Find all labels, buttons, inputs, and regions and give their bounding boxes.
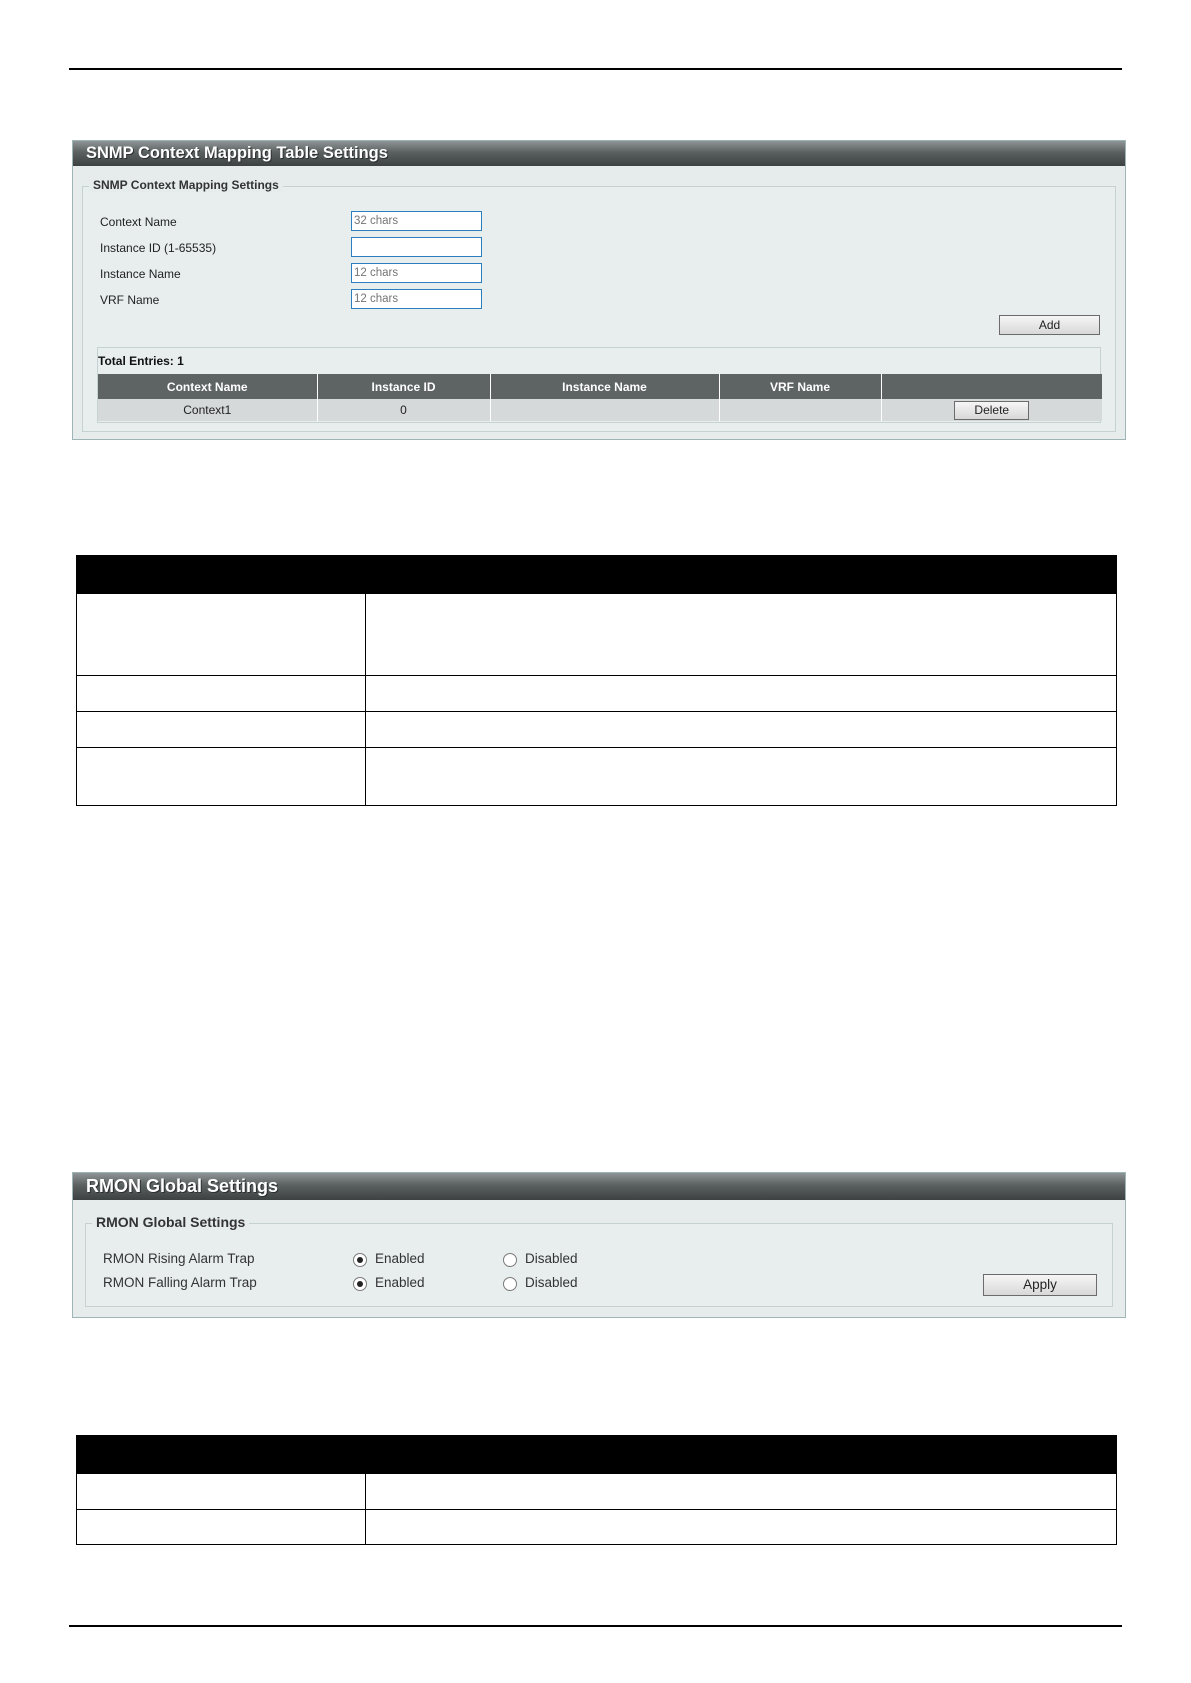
vrf-name-label: VRF Name (100, 293, 160, 307)
instance-name-input[interactable] (351, 263, 482, 283)
column-header-vrf-name: VRF Name (719, 374, 881, 399)
context-name-label: Context Name (100, 215, 177, 229)
cell-instance-id: 0 (317, 399, 490, 421)
rmon-global-settings-panel (72, 1172, 1126, 1318)
instance-id-input[interactable] (351, 237, 482, 257)
total-entries-label: Total Entries: 1 (98, 354, 184, 368)
snmp-settings-fieldset (82, 178, 1116, 432)
falling-alarm-trap-label: RMON Falling Alarm Trap (103, 1275, 257, 1290)
table-row (77, 1473, 1116, 1509)
rising-alarm-trap-label: RMON Rising Alarm Trap (103, 1251, 255, 1266)
table-header-row (98, 374, 1102, 399)
rising-alarm-enabled-label: Enabled (375, 1251, 425, 1266)
table-row (77, 675, 1116, 711)
vrf-name-input[interactable] (351, 289, 482, 309)
table-row (77, 747, 1116, 805)
cell-action (881, 399, 1102, 421)
entries-box (97, 347, 1101, 423)
table-row (77, 593, 1116, 675)
rising-alarm-disabled-radio[interactable] (503, 1253, 517, 1267)
cell-instance-name (490, 399, 719, 421)
cell-vrf-name (719, 399, 881, 421)
fieldset-legend: RMON Global Settings (92, 1214, 249, 1230)
rising-alarm-disabled-label: Disabled (525, 1251, 578, 1266)
page-footer-rule (69, 1625, 1122, 1627)
falling-alarm-enabled-label: Enabled (375, 1275, 425, 1290)
table-header (77, 556, 1116, 593)
column-header-instance-name: Instance Name (490, 374, 719, 399)
table-row (77, 711, 1116, 747)
parameter-description-table-2 (76, 1435, 1117, 1545)
table-row (98, 399, 1102, 421)
fieldset-legend: SNMP Context Mapping Settings (89, 178, 283, 192)
parameter-description-table-1 (76, 555, 1117, 806)
column-header-action (881, 374, 1102, 399)
add-button[interactable]: Add (999, 315, 1100, 335)
table-row (77, 1509, 1116, 1544)
falling-alarm-disabled-radio[interactable] (503, 1277, 517, 1291)
panel-title: SNMP Context Mapping Table Settings (73, 141, 1125, 166)
column-header-context-name: Context Name (98, 374, 317, 399)
context-mapping-table (98, 374, 1102, 421)
delete-button[interactable]: Delete (954, 401, 1029, 420)
table-header (77, 1436, 1116, 1473)
column-header-instance-id: Instance ID (317, 374, 490, 399)
apply-button[interactable]: Apply (983, 1274, 1097, 1296)
cell-context-name: Context1 (98, 399, 317, 421)
falling-alarm-enabled-radio[interactable] (353, 1277, 367, 1291)
context-name-input[interactable] (351, 211, 482, 231)
rising-alarm-enabled-radio[interactable] (353, 1253, 367, 1267)
instance-id-label: Instance ID (1-65535) (100, 241, 217, 255)
rmon-settings-fieldset (85, 1214, 1113, 1307)
instance-name-label: Instance Name (100, 267, 181, 281)
falling-alarm-disabled-label: Disabled (525, 1275, 578, 1290)
panel-title: RMON Global Settings (73, 1173, 1125, 1200)
page-header-rule (69, 68, 1122, 70)
snmp-context-mapping-panel (72, 140, 1126, 440)
